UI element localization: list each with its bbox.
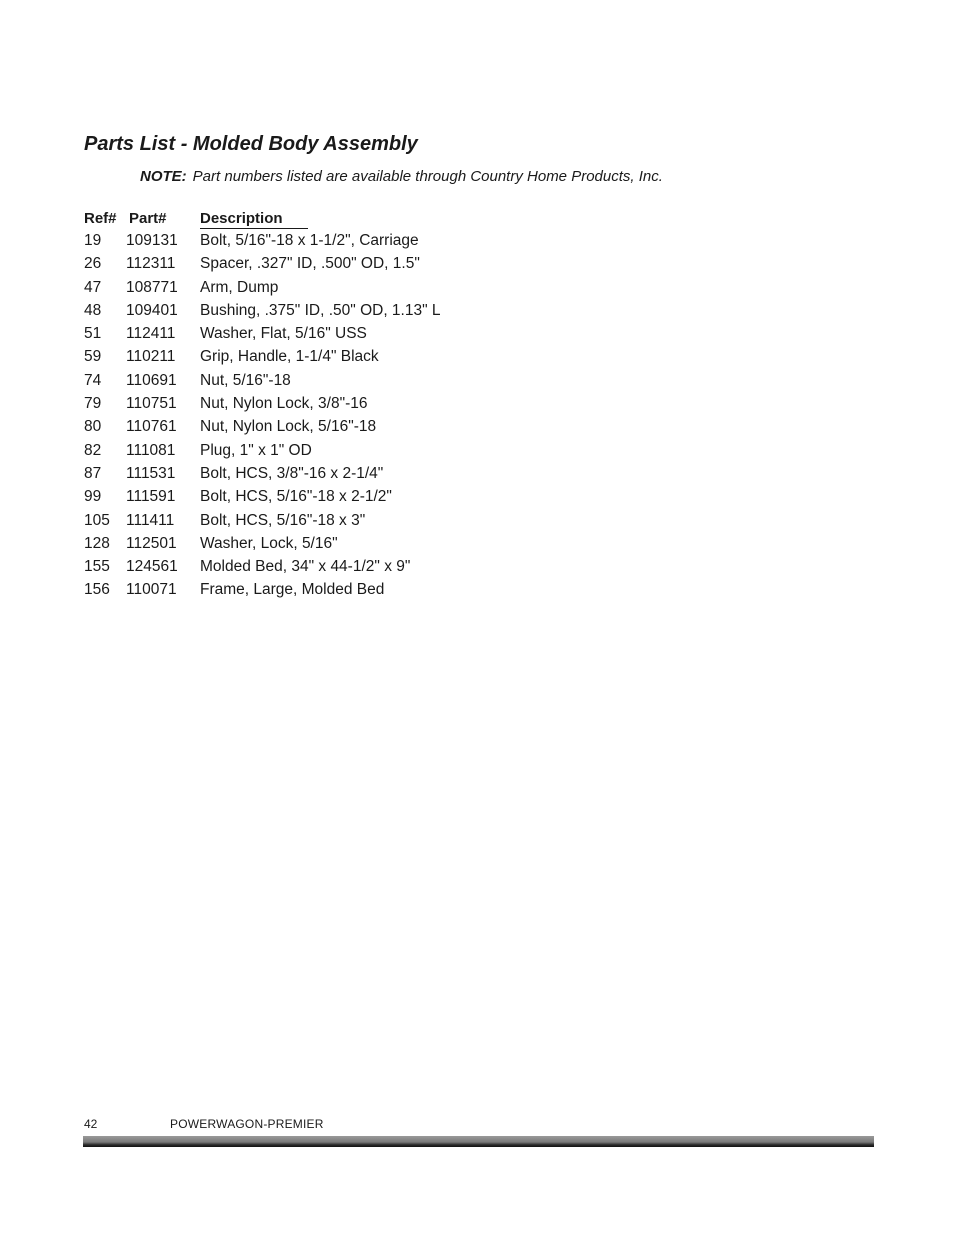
cell-ref: 87 — [84, 464, 102, 482]
page-number: 42 — [84, 1117, 98, 1131]
cell-part: 108771 — [126, 278, 178, 296]
header-ref: Ref# — [84, 210, 117, 227]
cell-desc: Bolt, HCS, 3/8"-16 x 2-1/4" — [200, 464, 384, 482]
cell-ref: 47 — [84, 278, 102, 296]
cell-ref: 99 — [84, 488, 102, 506]
cell-part: 110211 — [126, 348, 176, 366]
cell-ref: 59 — [84, 348, 102, 366]
cell-part: 110751 — [126, 395, 177, 413]
cell-ref: 48 — [84, 301, 102, 319]
cell-part: 110761 — [126, 418, 177, 436]
cell-ref: 128 — [84, 534, 110, 552]
cell-part: 112501 — [126, 534, 177, 552]
cell-ref: 19 — [84, 232, 102, 249]
footer-product-name: POWERWAGON-PREMIER — [170, 1117, 324, 1131]
cell-desc: Washer, Flat, 5/16" USS — [200, 325, 367, 343]
cell-part: 111591 — [126, 488, 176, 506]
cell-part: 112411 — [126, 325, 176, 343]
note — [140, 168, 663, 185]
header-description: Description — [200, 210, 283, 227]
cell-ref: 156 — [84, 581, 110, 599]
cell-desc: Arm, Dump — [200, 278, 279, 296]
cell-part: 109131 — [126, 232, 178, 249]
note-label: NOTE: — [140, 168, 187, 185]
cell-desc: Bushing, .375" ID, .50" OD, 1.13" L — [200, 301, 441, 319]
cell-part: 111081 — [126, 441, 176, 459]
cell-ref: 79 — [84, 395, 102, 413]
footer-rule — [83, 1136, 874, 1147]
cell-desc: Bolt, HCS, 5/16"-18 x 3" — [200, 511, 366, 529]
cell-desc: Nut, Nylon Lock, 5/16"-18 — [200, 418, 377, 436]
cell-desc: Grip, Handle, 1-1/4" Black — [200, 348, 379, 366]
cell-part: 112311 — [126, 255, 176, 273]
cell-ref: 155 — [84, 558, 110, 576]
header-underline — [200, 228, 308, 229]
cell-desc: Nut, Nylon Lock, 3/8"-16 — [200, 395, 368, 413]
cell-desc: Spacer, .327" ID, .500" OD, 1.5" — [200, 255, 420, 273]
cell-ref: 74 — [84, 371, 102, 389]
cell-ref: 105 — [84, 511, 110, 529]
note-text: Part numbers listed are available through Country Home Products, Inc. — [192, 168, 663, 185]
header-part: Part# — [129, 210, 167, 227]
cell-ref: 51 — [84, 325, 102, 343]
page-title: Parts List - Molded Body Assembly — [84, 133, 418, 155]
cell-desc: Bolt, HCS, 5/16"-18 x 2-1/2" — [200, 488, 392, 506]
cell-part: 124561 — [126, 558, 178, 576]
cell-desc: Washer, Lock, 5/16" — [200, 534, 338, 552]
cell-desc: Molded Bed, 34" x 44-1/2" x 9" — [200, 558, 411, 576]
cell-ref: 82 — [84, 441, 102, 459]
cell-desc: Frame, Large, Molded Bed — [200, 581, 385, 599]
cell-part: 111531 — [126, 464, 176, 482]
cell-ref: 26 — [84, 255, 102, 273]
cell-desc: Bolt, 5/16"-18 x 1-1/2", Carriage — [200, 232, 419, 249]
cell-part: 110071 — [126, 581, 177, 599]
cell-part: 110691 — [126, 371, 177, 389]
cell-desc: Plug, 1" x 1" OD — [200, 441, 312, 459]
cell-part: 109401 — [126, 301, 178, 319]
cell-desc: Nut, 5/16"-18 — [200, 371, 291, 389]
cell-part: 111411 — [126, 511, 175, 529]
cell-ref: 80 — [84, 418, 102, 436]
